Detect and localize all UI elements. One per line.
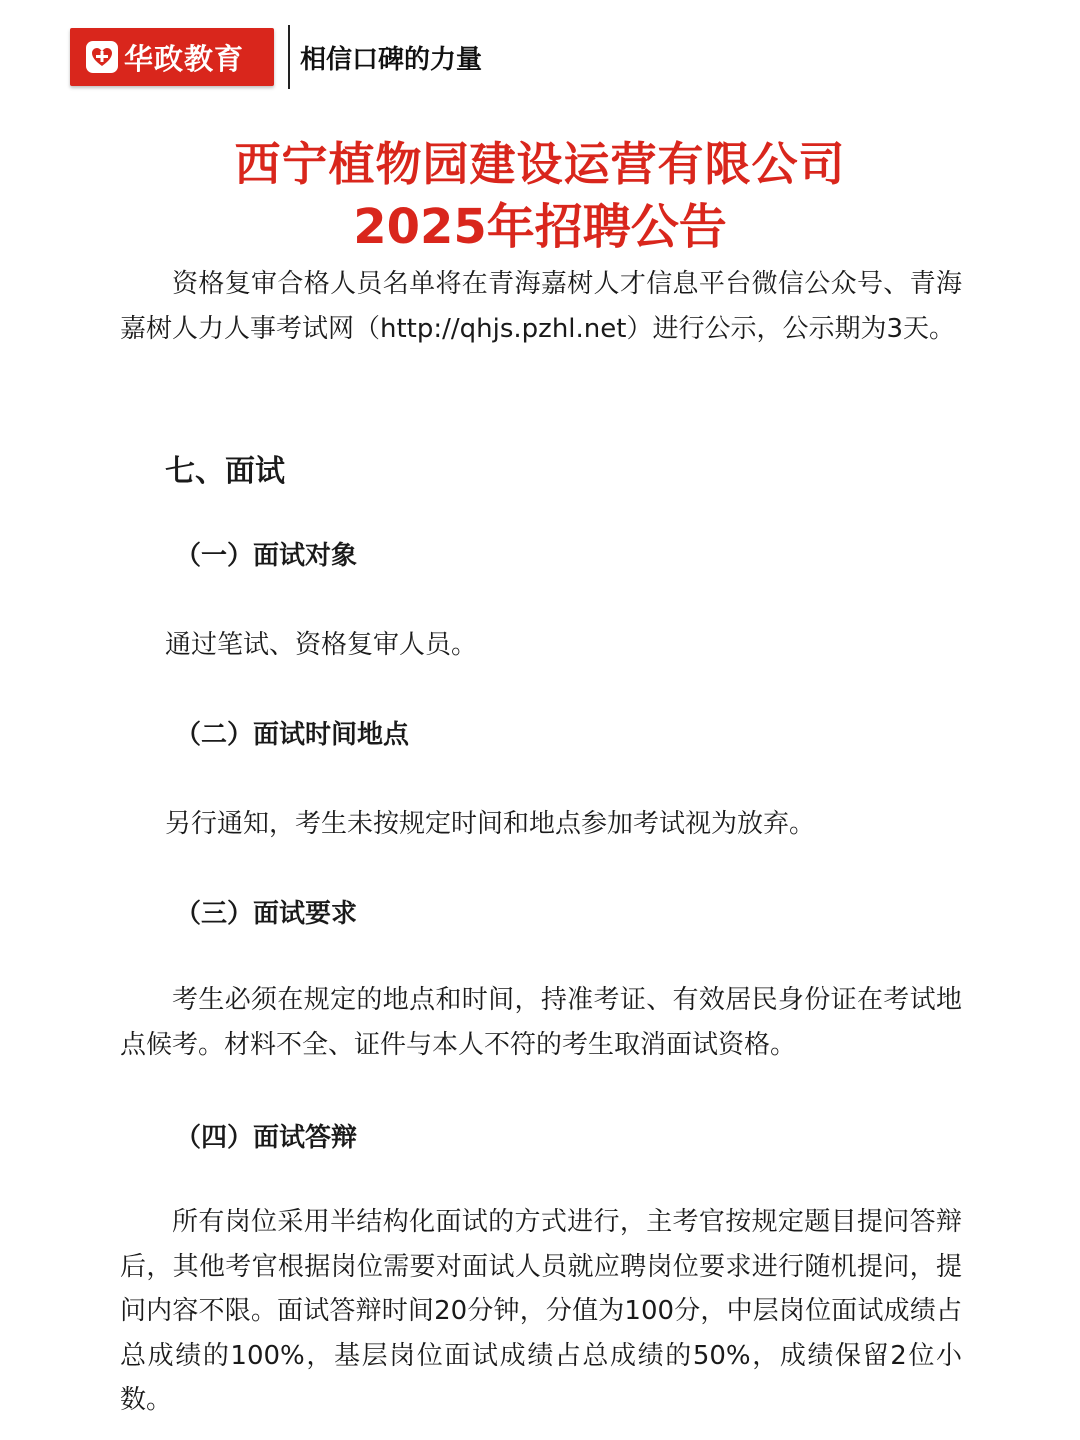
page-title-line1: 西宁植物园建设运营有限公司 [234, 137, 846, 191]
brand-logo-icon [86, 41, 118, 73]
subheading-interview-target: （一）面试对象 [175, 541, 358, 571]
interview-time-place-text: 另行通知，考生未按规定时间和地点参加考试视为放弃。 [165, 809, 816, 839]
brand-name: 华政教育 [124, 41, 245, 76]
slogan: 相信口碑的力量 [300, 44, 483, 75]
section-heading-interview: 七、面试 [165, 454, 285, 489]
subheading-interview-defense: （四）面试答辩 [175, 1123, 358, 1153]
subheading-interview-requirements: （三）面试要求 [175, 899, 358, 929]
interview-requirements-text: 考生必须在规定的地点和时间，持准考证、有效居民身份证在考试地点候考。材料不全、证件与本人不符的考生取消面试资格。 [120, 985, 962, 1060]
subheading-interview-time-place: （二）面试时间地点 [175, 720, 410, 750]
interview-target-text: 通过笔试、资格复审人员。 [165, 630, 478, 660]
intro-paragraph: 资格复审合格人员名单将在青海嘉树人才信息平台微信公众号、青海嘉树人力人事考试网（http://qhjs.pzhl.net）进行公示，公示期为3天。 [120, 269, 962, 344]
interview-defense-text: 所有岗位采用半结构化面试的方式进行，主考官按规定题目提问答辩后，其他考官根据岗位需要对面试人员就应聘岗位要求进行随机提问，提问内容不限。面试答辩时间20分钟，分值为100分，中层岗位面试成绩占总成绩的100%，基层岗位面试成绩占总成绩的50%，成绩保留2位小数。 [120, 1207, 962, 1415]
header-divider [288, 25, 290, 89]
header [70, 26, 482, 88]
page-title-line2: 2025年招聘公告 [353, 199, 727, 255]
brand-logo[interactable] [70, 28, 274, 86]
